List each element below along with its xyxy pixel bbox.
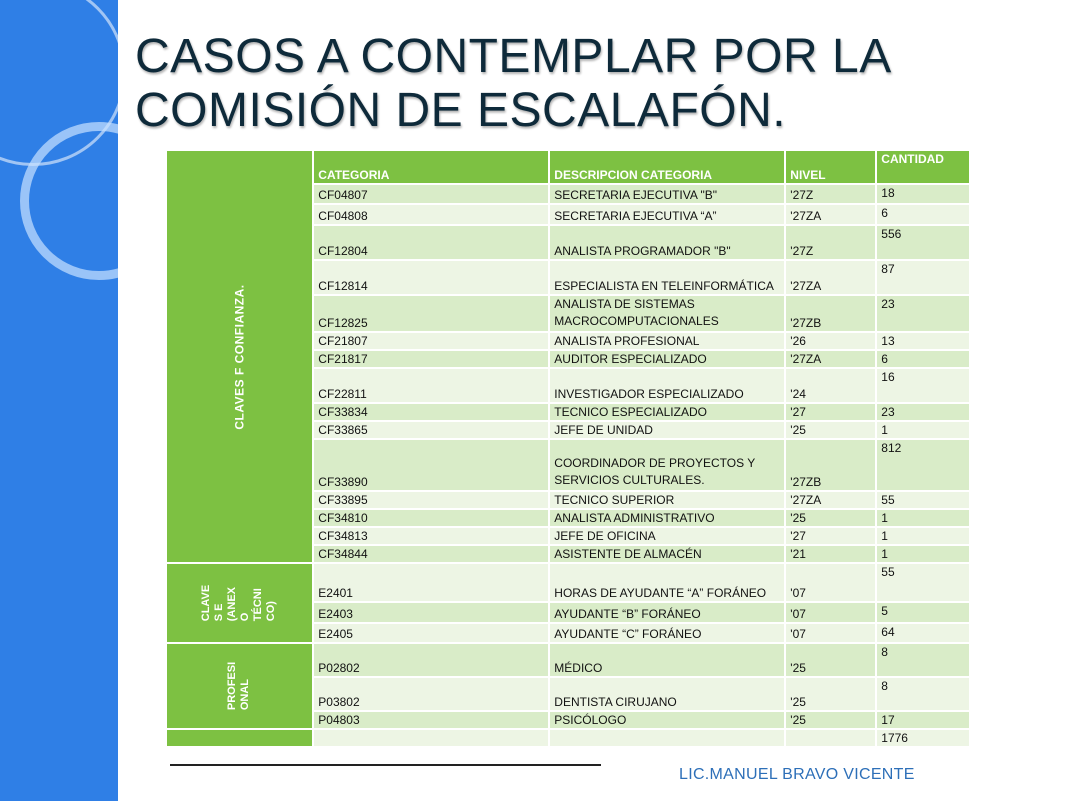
table-row: CF34810 ANALISTA ADMINISTRATIVO '25 1 — [166, 509, 970, 527]
section-label-profesional: PROFESI ONAL — [166, 643, 313, 729]
table-row: CF33834 TECNICO ESPECIALIZADO '27 23 — [166, 403, 970, 421]
table-row: P04803 PSICÓLOGO '25 17 — [166, 711, 970, 729]
total-quantity: 1776 — [876, 729, 970, 747]
table-row: PROFESI ONAL P02802 MÉDICO '25 8 — [166, 643, 970, 677]
table-row: CF33895 TECNICO SUPERIOR '27ZA 55 — [166, 491, 970, 509]
table-row: CLAVE S E (ANEX O TÉCNI CO) E2401 HORAS DE AYUDANTE “A” FORÁNEO '07 55 — [166, 563, 970, 602]
table-row: CF22811 INVESTIGADOR ESPECIALIZADO '24 16 — [166, 368, 970, 403]
table-total-row — [166, 729, 970, 747]
total-label-cell — [166, 729, 313, 747]
table-row: CF21807 ANALISTA PROFESIONAL '26 13 — [166, 332, 970, 350]
table-row: CF33890 COORDINADOR DE PROYECTOS Y SERVICIOS CULTURALES. '27ZB 812 — [166, 439, 970, 491]
table-row: CF04807 SECRETARIA EJECUTIVA "B" '27Z 18 — [166, 184, 970, 204]
header-descripcion: DESCRIPCION CATEGORIA — [549, 150, 785, 184]
slide-title: CASOS A CONTEMPLAR POR LA COMISIÓN DE ESCALAFÓN. — [135, 30, 890, 137]
table-row: P03802 DENTISTA CIRUJANO '25 8 — [166, 677, 970, 711]
table-row: CF34813 JEFE DE OFICINA '27 1 — [166, 527, 970, 545]
table-row: E2405 AYUDANTE “C” FORÁNEO '07 64 — [166, 623, 970, 643]
decorative-sidebar — [0, 0, 118, 801]
table-header-row — [166, 150, 970, 184]
table-row: CF21817 AUDITOR ESPECIALIZADO '27ZA 6 — [166, 350, 970, 368]
header-cantidad: CANTIDAD — [876, 150, 970, 184]
categories-table — [165, 149, 971, 748]
table-row: CF12825 ANALISTA DE SISTEMAS MACROCOMPUTACIONALES '27ZB 23 — [166, 295, 970, 332]
section-label-anexo-tecnico: CLAVE S E (ANEX O TÉCNI CO) — [166, 563, 313, 643]
section-label-confianza: CLAVES F CONFIANZA. — [166, 150, 313, 563]
footer-rule — [170, 764, 601, 766]
table-row: CF33865 JEFE DE UNIDAD '25 1 — [166, 421, 970, 439]
table-row: CF12804 ANALISTA PROGRAMADOR "B" '27Z 556 — [166, 225, 970, 260]
header-categoria: CATEGORIA — [313, 150, 549, 184]
table-row: CF34844 ASISTENTE DE ALMACÉN '21 1 — [166, 545, 970, 563]
table-row: E2403 AYUDANTE “B” FORÁNEO '07 5 — [166, 602, 970, 622]
author-name: LIC.MANUEL BRAVO VICENTE — [679, 766, 915, 783]
header-nivel: NIVEL — [785, 150, 876, 184]
table-row: CF04808 SECRETARIA EJECUTIVA “A” '27ZA 6 — [166, 204, 970, 225]
table-row: CF12814 ESPECIALISTA EN TELEINFORMÁTICA '27ZA 87 — [166, 260, 970, 295]
